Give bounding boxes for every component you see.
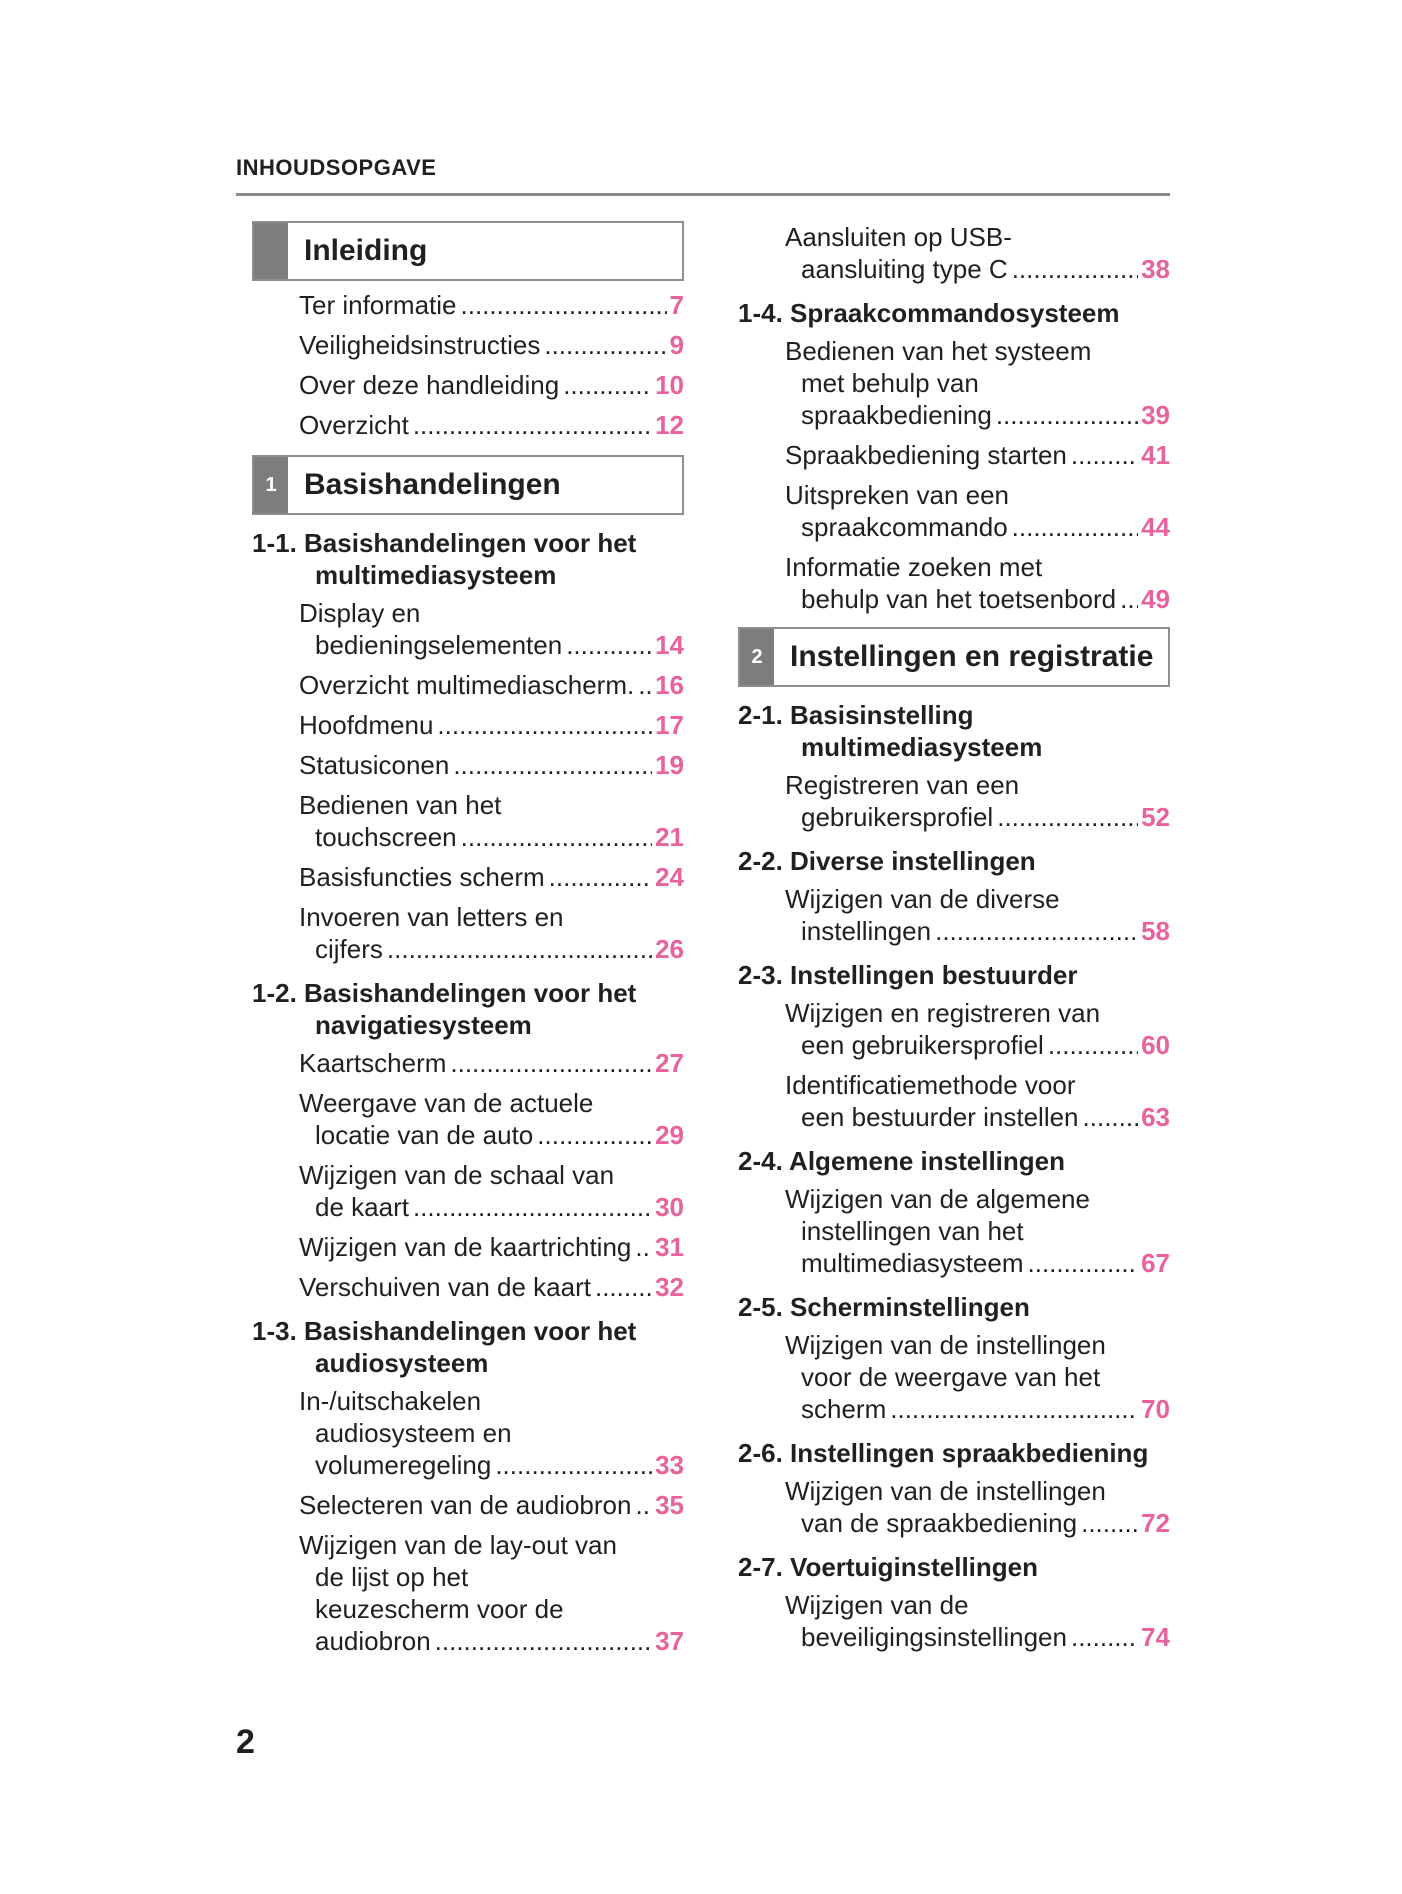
- subsection-heading-line: 2-5. Scherminstellingen: [738, 1292, 1030, 1322]
- toc-entry-last-line: [785, 1101, 1170, 1133]
- page-link[interactable]: 29: [655, 1120, 684, 1150]
- toc-entry[interactable]: [252, 1529, 684, 1665]
- page-link[interactable]: 26: [655, 934, 684, 964]
- toc-entry-title-line: een gebruikersprofiel: [801, 1030, 1044, 1060]
- dot-leader: [437, 709, 652, 741]
- dot-leader: [1048, 1029, 1138, 1061]
- toc-entry-title-line: aansluiting type C: [801, 254, 1008, 284]
- spacer: [738, 687, 1170, 695]
- toc-entry-title-line: Aansluiten op USB-: [785, 222, 1012, 252]
- toc-entry-title-line: Wijzigen van de algemene: [785, 1184, 1090, 1214]
- dot-leader: [935, 915, 1138, 947]
- toc-entry-title-line: Wijzigen van de schaal van: [299, 1160, 615, 1190]
- spacer: [252, 281, 684, 289]
- toc-entry-last-line: [785, 1507, 1170, 1539]
- toc-entry-title-line: Wijzigen van de diverse: [785, 884, 1060, 914]
- subsection-heading: [738, 841, 1170, 883]
- toc-entry-title-line: met behulp van: [801, 368, 979, 398]
- toc-entry[interactable]: [252, 369, 684, 409]
- toc-entry-last-line: [785, 1393, 1170, 1425]
- subsection-heading: [252, 1311, 684, 1385]
- toc-entry[interactable]: [252, 1489, 684, 1529]
- toc-entry-title-line: Ter informatie: [299, 290, 457, 320]
- page-link[interactable]: 33: [655, 1450, 684, 1480]
- toc-entry-title-line: Overzicht multimediascherm.: [299, 670, 635, 700]
- toc-entry-title-line: Wijzigen van de lay-out van: [299, 1530, 617, 1560]
- toc-entry-title-line: de kaart: [315, 1192, 409, 1222]
- subsection-heading: [252, 523, 684, 597]
- toc-entry-title-line: audiosysteem en: [315, 1418, 512, 1448]
- toc-entry-title-line: Identificatiemethode voor: [785, 1070, 1076, 1100]
- toc-entry-title-line: Spraakbediening starten: [785, 440, 1067, 470]
- toc-entry-last-line: [785, 1621, 1170, 1653]
- dot-leader: [890, 1393, 1138, 1425]
- subsection-heading-line: audiosysteem: [315, 1348, 489, 1378]
- toc-entry-title-line: beveiligingsinstellingen: [801, 1622, 1067, 1652]
- toc-entry-title-line: Weergave van de actuele: [299, 1088, 594, 1118]
- dot-leader: [549, 861, 652, 893]
- section-title: Inleiding: [304, 234, 428, 267]
- toc-entry-last-line: [299, 933, 684, 965]
- toc-entry-last-line: [299, 289, 684, 321]
- dot-leader: [1071, 1621, 1138, 1653]
- subsection-heading-line: 2-7. Voertuiginstellingen: [738, 1552, 1039, 1582]
- page-link[interactable]: 38: [1141, 254, 1170, 284]
- toc-entry-last-line: [299, 821, 684, 853]
- page-link[interactable]: 60: [1141, 1030, 1170, 1060]
- toc-entry-title-line: multimediasysteem: [801, 1248, 1024, 1278]
- toc-right-column: [738, 221, 1170, 1661]
- subsection-heading-line: multimediasysteem: [315, 560, 557, 590]
- toc-entry[interactable]: [738, 883, 1170, 955]
- toc-entry[interactable]: [252, 901, 684, 973]
- dot-leader: [413, 409, 652, 441]
- toc-entry-title-line: spraakbediening: [801, 400, 992, 430]
- toc-entry-title-line: cijfers: [315, 934, 383, 964]
- toc-entry-title-line: bedieningselementen: [315, 630, 563, 660]
- toc-entry-title-line: Wijzigen van de instellingen: [785, 1330, 1106, 1360]
- spacer: [252, 515, 684, 523]
- toc-entry-last-line: [299, 1489, 684, 1521]
- subsection-heading-line: 2-1. Basisinstelling: [738, 700, 974, 730]
- subsection-heading: [738, 955, 1170, 997]
- toc-entry-title-line: keuzescherm voor de: [315, 1594, 564, 1624]
- toc-entry[interactable]: [252, 597, 684, 669]
- toc-entry[interactable]: [252, 861, 684, 901]
- dot-leader: [413, 1191, 652, 1223]
- dot-leader: [1083, 1101, 1139, 1133]
- toc-entry-last-line: [299, 409, 684, 441]
- toc-entry-title-line: instellingen van het: [801, 1216, 1024, 1246]
- page-link[interactable]: 41: [1141, 440, 1170, 470]
- page-link[interactable]: 58: [1141, 916, 1170, 946]
- subsection-heading-line: 1-4. Spraakcommandosysteem: [738, 298, 1120, 328]
- toc-entry-title-line: voor de weergave van het: [801, 1362, 1101, 1392]
- header-rule: [236, 193, 1170, 196]
- toc-entry-last-line: [299, 1449, 684, 1481]
- dot-leader: [495, 1449, 652, 1481]
- page-link[interactable]: 31: [655, 1232, 684, 1262]
- page-link[interactable]: 74: [1141, 1622, 1170, 1652]
- toc-entry-title-line: locatie van de auto: [315, 1120, 534, 1150]
- dot-leader: [1120, 583, 1138, 615]
- dot-leader: [595, 1271, 652, 1303]
- page-link[interactable]: 10: [655, 370, 684, 400]
- toc-entry-title-line: Display en: [299, 598, 421, 628]
- toc-entry-title-line: Wijzigen van de: [785, 1590, 969, 1620]
- page-link[interactable]: 9: [669, 330, 684, 360]
- dot-leader: [461, 821, 652, 853]
- toc-entry-last-line: [785, 1247, 1170, 1279]
- toc-entry-last-line: [299, 1625, 684, 1657]
- dot-leader: [996, 399, 1138, 431]
- page-link[interactable]: 27: [655, 1048, 684, 1078]
- section-tab: [254, 223, 288, 279]
- toc-entry-title-line: audiobron: [315, 1626, 431, 1656]
- subsection-heading: [738, 695, 1170, 769]
- toc-entry-title-line: behulp van het toetsenbord: [801, 584, 1117, 614]
- page-link[interactable]: 39: [1141, 400, 1170, 430]
- dot-leader: [1012, 511, 1138, 543]
- toc-entry[interactable]: [252, 1385, 684, 1489]
- page-link[interactable]: 19: [655, 750, 684, 780]
- toc-entry-title-line: Selecteren van de audiobron: [299, 1490, 632, 1520]
- dot-leader: [997, 801, 1138, 833]
- toc-entry-title-line: Veiligheidsinstructies: [299, 330, 541, 360]
- toc-entry[interactable]: [252, 669, 684, 709]
- dot-leader: [461, 289, 667, 321]
- subsection-heading: [738, 1433, 1170, 1475]
- dot-leader: [1028, 1247, 1139, 1279]
- section-tab: 1: [254, 457, 288, 513]
- toc-entry[interactable]: [738, 439, 1170, 479]
- toc-entry-last-line: [785, 915, 1170, 947]
- toc-entry-last-line: [299, 749, 684, 781]
- toc-entry-title-line: instellingen: [801, 916, 932, 946]
- page-link[interactable]: 72: [1141, 1508, 1170, 1538]
- toc-entry[interactable]: [738, 221, 1170, 293]
- page-number: 2: [236, 1723, 255, 1761]
- toc-entry[interactable]: [252, 329, 684, 369]
- toc-entry-title-line: de lijst op het: [315, 1562, 469, 1592]
- page-link[interactable]: 24: [655, 862, 684, 892]
- toc-entry-last-line: [299, 1119, 684, 1151]
- subsection-heading: [738, 293, 1170, 335]
- subsection-heading: [738, 1547, 1170, 1589]
- subsection-heading-line: 1-2. Basishandelingen voor het: [252, 978, 637, 1008]
- toc-entry-title-line: Kaartscherm: [299, 1048, 447, 1078]
- section-box[interactable]: [252, 221, 684, 281]
- toc-entry-title-line: Wijzigen en registreren van: [785, 998, 1101, 1028]
- page-link[interactable]: 52: [1141, 802, 1170, 832]
- toc-entry[interactable]: [738, 335, 1170, 439]
- toc-entry-last-line: [299, 1271, 684, 1303]
- toc-entry[interactable]: [252, 709, 684, 749]
- dot-leader: [1012, 253, 1138, 285]
- subsection-heading-line: navigatiesysteem: [315, 1010, 532, 1040]
- toc-entry[interactable]: [252, 1271, 684, 1311]
- page-link[interactable]: 30: [655, 1192, 684, 1222]
- toc-entry-last-line: [299, 709, 684, 741]
- toc-entry-title-line: Bedienen van het systeem: [785, 336, 1092, 366]
- toc-entry-title-line: Over deze handleiding: [299, 370, 560, 400]
- page-link[interactable]: 32: [655, 1272, 684, 1302]
- toc-entry[interactable]: [738, 551, 1170, 623]
- toc-entry-title-line: Invoeren van letters en: [299, 902, 564, 932]
- toc-entry-last-line: [785, 583, 1170, 615]
- subsection-heading-line: 2-6. Instellingen spraakbediening: [738, 1438, 1149, 1468]
- subsection-heading-line: 1-1. Basishandelingen voor het: [252, 528, 637, 558]
- page-link[interactable]: 7: [669, 290, 684, 320]
- dot-leader: [566, 629, 652, 661]
- subsection-heading-line: 2-3. Instellingen bestuurder: [738, 960, 1078, 990]
- toc-entry[interactable]: [738, 997, 1170, 1069]
- page-link[interactable]: 17: [655, 710, 684, 740]
- toc-entry[interactable]: [252, 1047, 684, 1087]
- toc-entry-title-line: gebruikersprofiel: [801, 802, 994, 832]
- toc-entry-last-line: [785, 399, 1170, 431]
- toc-entry-last-line: [785, 439, 1170, 471]
- dot-leader: [563, 369, 652, 401]
- toc-entry[interactable]: [252, 749, 684, 789]
- dot-leader: [638, 669, 652, 701]
- section-box[interactable]: [738, 627, 1170, 687]
- toc-entry-last-line: [299, 1231, 684, 1263]
- dot-leader: [1081, 1507, 1138, 1539]
- toc-entry-title-line: Statusiconen: [299, 750, 450, 780]
- dot-leader: [387, 933, 652, 965]
- toc-entry-last-line: [299, 669, 684, 701]
- toc-entry[interactable]: [252, 409, 684, 449]
- toc-entry[interactable]: [738, 1183, 1170, 1287]
- toc-entry-title-line: scherm: [801, 1394, 887, 1424]
- toc-entry-last-line: [299, 329, 684, 361]
- dot-leader: [435, 1625, 652, 1657]
- toc-entry-last-line: [299, 1047, 684, 1079]
- page-link[interactable]: 70: [1141, 1394, 1170, 1424]
- page-link[interactable]: 49: [1141, 584, 1170, 614]
- toc-entry[interactable]: [252, 1087, 684, 1159]
- page-link[interactable]: 63: [1141, 1102, 1170, 1132]
- page-link[interactable]: 37: [655, 1626, 684, 1656]
- page-link[interactable]: 12: [655, 410, 684, 440]
- subsection-heading-line: 2-2. Diverse instellingen: [738, 846, 1036, 876]
- dot-leader: [1071, 439, 1138, 471]
- subsection-heading: [738, 1287, 1170, 1329]
- section-title: Basishandelingen: [304, 468, 561, 501]
- toc-entry-last-line: [785, 801, 1170, 833]
- page-link[interactable]: 44: [1141, 512, 1170, 542]
- section-tab: 2: [740, 629, 774, 685]
- section-box[interactable]: [252, 455, 684, 515]
- header-title: INHOUDSOPGAVE: [236, 155, 437, 180]
- page-link[interactable]: 67: [1141, 1248, 1170, 1278]
- toc-entry-last-line: [785, 253, 1170, 285]
- toc-entry[interactable]: [252, 1159, 684, 1231]
- subsection-heading-line: 1-3. Basishandelingen voor het: [252, 1316, 637, 1346]
- toc-entry-title-line: van de spraakbediening: [801, 1508, 1078, 1538]
- toc-entry-last-line: [299, 369, 684, 401]
- toc-entry-title-line: In-/uitschakelen: [299, 1386, 482, 1416]
- toc-entry-title-line: Informatie zoeken met: [785, 552, 1043, 582]
- toc-entry-last-line: [299, 629, 684, 661]
- dot-leader: [537, 1119, 652, 1151]
- toc-entry[interactable]: [738, 1329, 1170, 1433]
- toc-entry-title-line: volumeregeling: [315, 1450, 492, 1480]
- toc-entry-title-line: Verschuiven van de kaart: [299, 1272, 591, 1302]
- toc-entry-title-line: een bestuurder instellen: [801, 1102, 1079, 1132]
- toc-entry[interactable]: [738, 1069, 1170, 1141]
- section-title: Instellingen en registratie: [790, 640, 1154, 673]
- toc-entry-title-line: Bedienen van het: [299, 790, 502, 820]
- subsection-heading-line: multimediasysteem: [801, 732, 1043, 762]
- toc-entry-title-line: Uitspreken van een: [785, 480, 1010, 510]
- subsection-heading-line: 2-4. Algemene instellingen: [738, 1146, 1066, 1176]
- toc-entry[interactable]: [738, 1475, 1170, 1547]
- toc-entry-last-line: [299, 1191, 684, 1223]
- toc-entry-last-line: [299, 861, 684, 893]
- toc-entry[interactable]: [738, 1589, 1170, 1661]
- toc-entry-title-line: Basisfuncties scherm: [299, 862, 545, 892]
- toc-entry-title-line: Overzicht: [299, 410, 409, 440]
- page-link[interactable]: 14: [655, 630, 684, 660]
- page-link[interactable]: 35: [655, 1490, 684, 1520]
- toc-entry-title-line: spraakcommando: [801, 512, 1008, 542]
- dot-leader: [453, 749, 652, 781]
- page-link[interactable]: 21: [655, 822, 684, 852]
- toc-entry-title-line: Wijzigen van de kaartrichting: [299, 1232, 632, 1262]
- toc-left-column: [252, 221, 684, 1665]
- toc-entry-last-line: [785, 1029, 1170, 1061]
- subsection-heading: [252, 973, 684, 1047]
- toc-entry[interactable]: [252, 289, 684, 329]
- dot-leader: [635, 1231, 652, 1263]
- toc-entry[interactable]: [738, 769, 1170, 841]
- dot-leader: [544, 329, 666, 361]
- dot-leader: [450, 1047, 652, 1079]
- subsection-heading: [738, 1141, 1170, 1183]
- toc-entry[interactable]: [738, 479, 1170, 551]
- toc-entry[interactable]: [252, 789, 684, 861]
- toc-entry-title-line: Hoofdmenu: [299, 710, 434, 740]
- toc-entry-title-line: Wijzigen van de instellingen: [785, 1476, 1106, 1506]
- toc-entry-title-line: touchscreen: [315, 822, 457, 852]
- toc-entry[interactable]: [252, 1231, 684, 1271]
- dot-leader: [635, 1489, 652, 1521]
- toc-entry-title-line: Registreren van een: [785, 770, 1020, 800]
- toc-entry-last-line: [785, 511, 1170, 543]
- page-link[interactable]: 16: [655, 670, 684, 700]
